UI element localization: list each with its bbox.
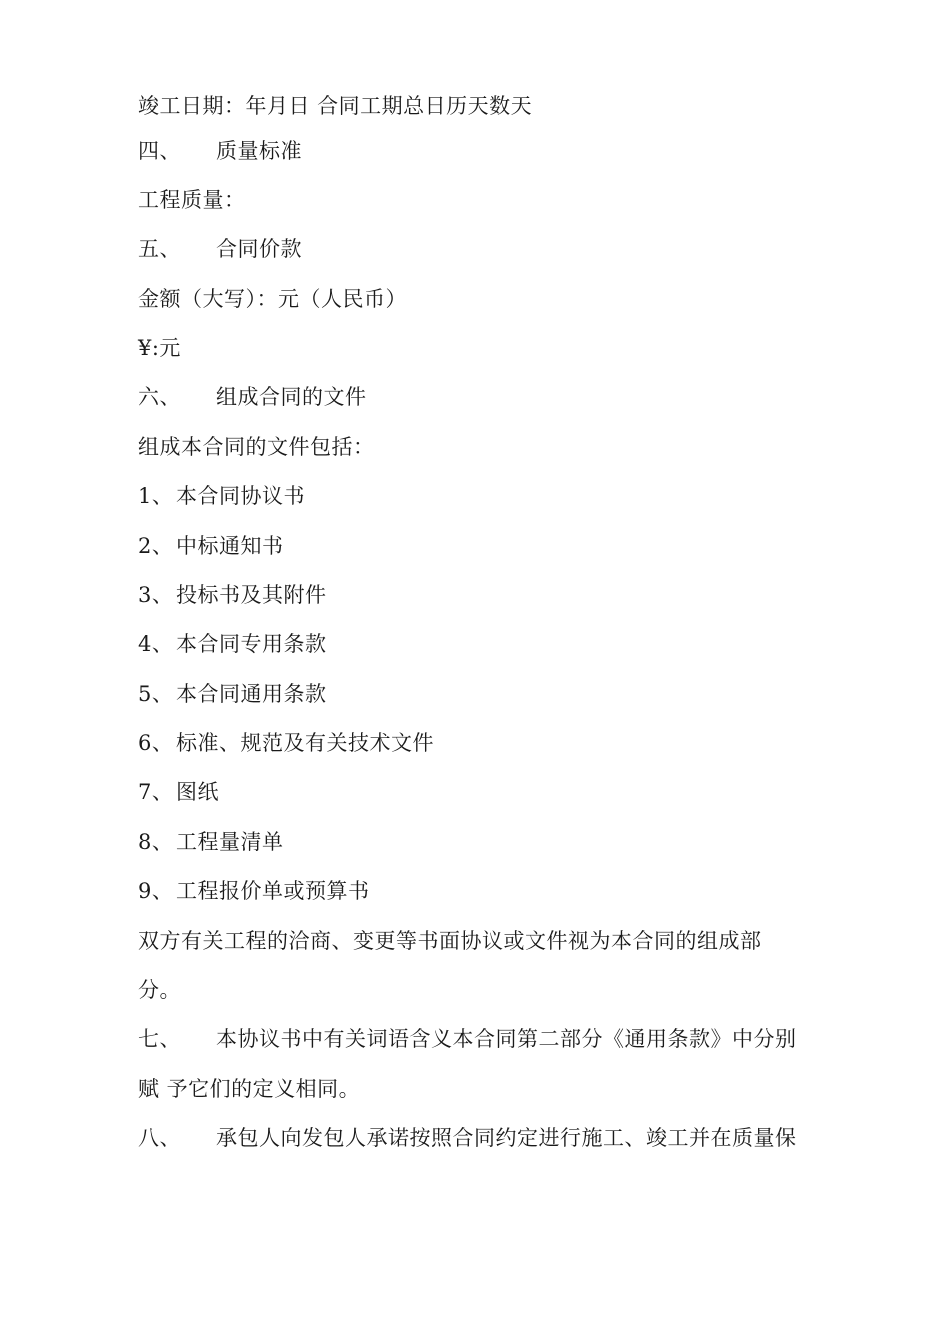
list-item-number: 7、 <box>138 780 174 804</box>
list-item <box>138 581 327 609</box>
list-item-number: 8、 <box>138 830 174 854</box>
list-item <box>138 778 219 806</box>
amount-yuan-line <box>138 334 181 362</box>
negotiation-text-continued: 分。 <box>138 978 181 1002</box>
quality-line <box>138 186 246 214</box>
negotiation-line <box>138 927 762 955</box>
section-4-title: 质量标准 <box>216 139 302 163</box>
section-7-text: 本协议书中有关词语含义本合同第二部分《通用条款》中分别 <box>216 1027 797 1051</box>
section-7-continued <box>138 1075 360 1103</box>
list-item-text: 投标书及其附件 <box>176 583 327 607</box>
section-7-number: 七、 <box>138 1027 181 1051</box>
list-item-number: 6、 <box>138 731 174 755</box>
quality-text: 工程质量： <box>138 188 246 212</box>
section-5-number: 五、 <box>138 237 181 261</box>
list-item-number: 2、 <box>138 534 174 558</box>
section-5-heading <box>138 235 302 263</box>
section-6-number: 六、 <box>138 385 181 409</box>
list-item-text: 标准、规范及有关技术文件 <box>176 731 434 755</box>
completion-date-text: 竣工日期：年月日 合同工期总日历天数天 <box>138 94 533 118</box>
list-item <box>138 532 284 560</box>
list-item-text: 中标通知书 <box>176 534 284 558</box>
negotiation-text: 双方有关工程的洽商、变更等书面协议或文件视为本合同的组成部 <box>138 929 762 953</box>
list-item-number: 3、 <box>138 583 174 607</box>
list-item-number: 9、 <box>138 879 174 903</box>
list-item-text: 本合同通用条款 <box>176 682 327 706</box>
negotiation-line-continued <box>138 976 181 1004</box>
section-5-title: 合同价款 <box>216 237 302 261</box>
list-item <box>138 828 284 856</box>
documents-intro-text: 组成本合同的文件包括： <box>138 435 375 459</box>
documents-intro-line <box>138 433 375 461</box>
amount-uppercase-line <box>138 285 407 313</box>
section-8-heading <box>138 1124 797 1152</box>
section-6-title: 组成合同的文件 <box>216 385 367 409</box>
list-item-number: 4、 <box>138 632 174 656</box>
list-item-text: 图纸 <box>176 780 219 804</box>
list-item-number: 5、 <box>138 682 174 706</box>
list-item <box>138 877 370 905</box>
list-item-number: 1、 <box>138 484 174 508</box>
amount-yuan-text: ¥:元 <box>138 336 181 360</box>
section-7-heading <box>138 1025 797 1053</box>
list-item <box>138 680 327 708</box>
amount-uppercase-text: 金额（大写）：元（人民币） <box>138 287 407 311</box>
list-item <box>138 630 327 658</box>
section-8-number: 八、 <box>138 1126 181 1150</box>
section-8-text: 承包人向发包人承诺按照合同约定进行施工、竣工并在质量保 <box>216 1126 797 1150</box>
list-item-text: 工程报价单或预算书 <box>176 879 370 903</box>
list-item-text: 本合同协议书 <box>176 484 305 508</box>
list-item-text: 工程量清单 <box>176 830 284 854</box>
section-6-heading <box>138 383 367 411</box>
section-7-text-continued: 赋 予它们的定义相同。 <box>138 1077 361 1101</box>
list-item <box>138 482 305 510</box>
list-item-text: 本合同专用条款 <box>176 632 327 656</box>
section-4-number: 四、 <box>138 139 181 163</box>
section-4-heading <box>138 137 302 165</box>
list-item <box>138 729 434 757</box>
completion-date-line <box>138 92 532 120</box>
